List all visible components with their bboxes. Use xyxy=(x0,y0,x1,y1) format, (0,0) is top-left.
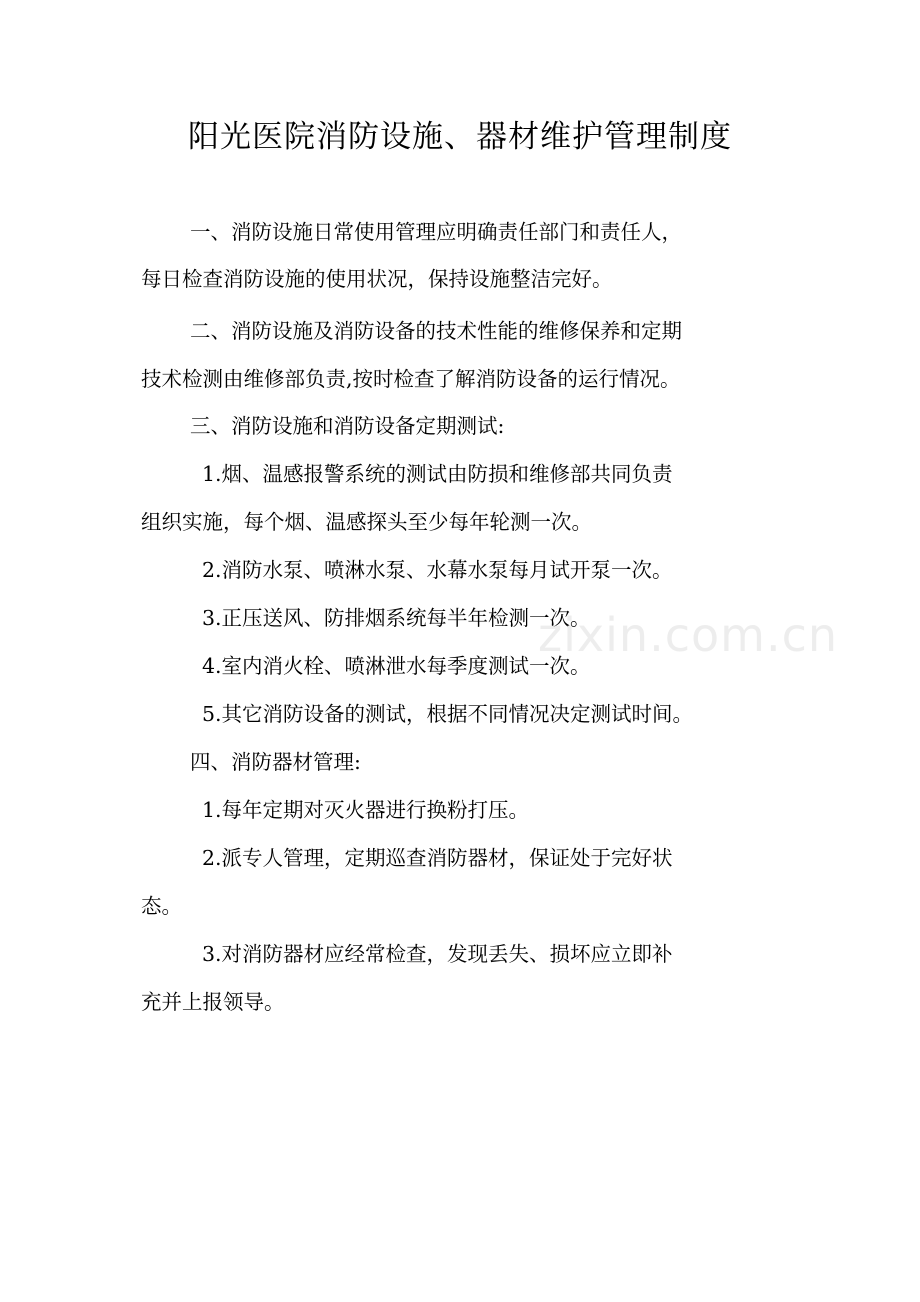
paragraph-line: 3.对消防器材应经常检查，发现丢失、损坏应立即补 xyxy=(202,942,673,966)
paragraph-line: 3.正压送风、防排烟系统每半年检测一次。 xyxy=(202,606,591,630)
paragraph-line: 1.每年定期对灭火器进行换粉打压。 xyxy=(202,798,530,822)
document-title: 阳光医院消防设施、器材维护管理制度 xyxy=(188,119,732,155)
paragraph-line: 四、消防器材管理: xyxy=(190,750,361,774)
paragraph-line: 三、消防设施和消防设备定期测试: xyxy=(190,414,505,438)
paragraph-line: 组织实施，每个烟、温感探头至少每年轮测一次。 xyxy=(141,510,592,534)
paragraph-line: 2.派专人管理，定期巡查消防器材，保证处于完好状 xyxy=(202,846,673,870)
paragraph-line: 技术检测由维修部负责,按时检查了解消防设备的运行情况。 xyxy=(141,367,681,391)
paragraph-line: 每日检查消防设施的使用状况，保持设施整洁完好。 xyxy=(141,267,613,291)
watermark: zixin.com.cn xyxy=(538,608,839,662)
paragraph-line: 5.其它消防设备的测试，根据不同情况决定测试时间。 xyxy=(202,702,694,726)
paragraph-line: 1.烟、温感报警系统的测试由防损和维修部共同负责 xyxy=(202,462,673,486)
paragraph-line: 二、消防设施及消防设备的技术性能的维修保养和定期 xyxy=(190,319,682,343)
paragraph-line: 一、消防设施日常使用管理应明确责任部门和责任人， xyxy=(190,220,682,244)
paragraph-line: 4.室内消火栓、喷淋泄水每季度测试一次。 xyxy=(202,654,591,678)
paragraph-line: 态。 xyxy=(141,894,182,918)
paragraph-line: 2.消防水泵、喷淋水泵、水幕水泵每月试开泵一次。 xyxy=(202,558,673,582)
paragraph-line: 充并上报领导。 xyxy=(141,990,285,1014)
